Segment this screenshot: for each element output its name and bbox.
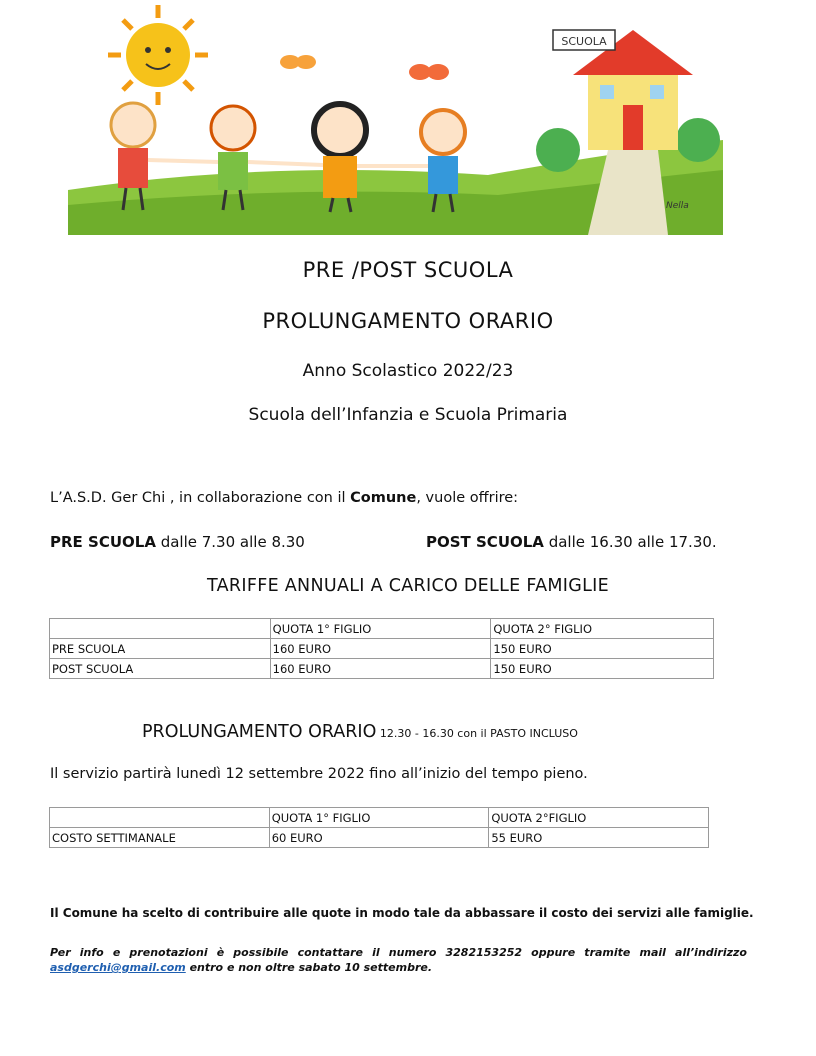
title-prolungamento: PROLUNGAMENTO ORARIO: [262, 309, 554, 333]
school-sign: SCUOLA: [561, 35, 607, 48]
tariffe-title: TARIFFE ANNUALI A CARICO DELLE FAMIGLIE: [207, 576, 609, 596]
table-cell: PRE SCUOLA: [50, 639, 271, 659]
costo-table: [49, 807, 709, 848]
table-cell: QUOTA 1° FIGLIO: [270, 619, 491, 639]
intro-before: L’A.S.D. Ger Chi , in collaborazione con il: [50, 490, 351, 506]
table-cell: 150 EURO: [491, 659, 714, 679]
table-cell: COSTO SETTIMANALE: [50, 828, 270, 848]
table-row: [50, 639, 714, 659]
table-cell: [50, 619, 271, 639]
illustrator-signature: Nella: [666, 201, 689, 211]
header-illustration: [68, 0, 723, 235]
table-cell: 160 EURO: [270, 639, 491, 659]
table-header-row: [50, 619, 714, 639]
table-cell: 60 EURO: [269, 828, 489, 848]
children-school-illustration: [68, 0, 723, 235]
table-cell: QUOTA 1° FIGLIO: [269, 808, 489, 828]
table-header-row: [50, 808, 709, 828]
school-year: Anno Scolastico 2022/23: [302, 361, 514, 381]
pre-scuola-label: PRE SCUOLA: [50, 533, 156, 551]
table-cell: QUOTA 2° FIGLIO: [491, 619, 714, 639]
email-link[interactable]: asdgerchi@gmail.com: [50, 961, 186, 974]
title-pre-post: PRE /POST SCUOLA: [302, 258, 514, 282]
prolungamento-line: [142, 722, 578, 742]
post-scuola-line: [426, 533, 717, 551]
intro-text: [50, 490, 518, 506]
info-paragraph: [50, 945, 747, 975]
table-cell: [50, 808, 270, 828]
pre-scuola-line: [50, 533, 305, 551]
info-after: entro e non oltre sabato 10 settembre.: [185, 961, 433, 974]
table-row: [50, 659, 714, 679]
post-scuola-time: dalle 16.30 alle 17.30.: [543, 533, 717, 551]
comune-note: Il Comune ha scelto di contribuire alle quote in modo tale da abbassare il costo dei servizi alle famiglie.: [50, 906, 754, 920]
prolungamento-detail: 12.30 - 16.30 con il PASTO INCLUSO: [376, 727, 578, 740]
table-row: [50, 828, 709, 848]
table-cell: 150 EURO: [491, 639, 714, 659]
pre-scuola-time: dalle 7.30 alle 8.30: [155, 533, 305, 551]
table-cell: QUOTA 2°FIGLIO: [489, 808, 709, 828]
table-cell: 160 EURO: [270, 659, 491, 679]
info-text: Per info e prenotazioni è possibile contattare il numero 3282153252 oppure tramite mail all’indirizzo: [50, 946, 747, 959]
table-cell: POST SCUOLA: [50, 659, 271, 679]
post-scuola-label: POST SCUOLA: [426, 533, 544, 551]
prolungamento-title: PROLUNGAMENTO ORARIO: [142, 722, 377, 742]
intro-after: , vuole offrire:: [416, 490, 519, 506]
school-type: Scuola dell’Infanzia e Scuola Primaria: [248, 405, 568, 425]
intro-comune: Comune: [350, 490, 417, 506]
table-cell: 55 EURO: [489, 828, 709, 848]
tariffe-table: [49, 618, 714, 679]
servizio-text: Il servizio partirà lunedì 12 settembre 2022 fino all’inizio del tempo pieno.: [50, 766, 588, 782]
